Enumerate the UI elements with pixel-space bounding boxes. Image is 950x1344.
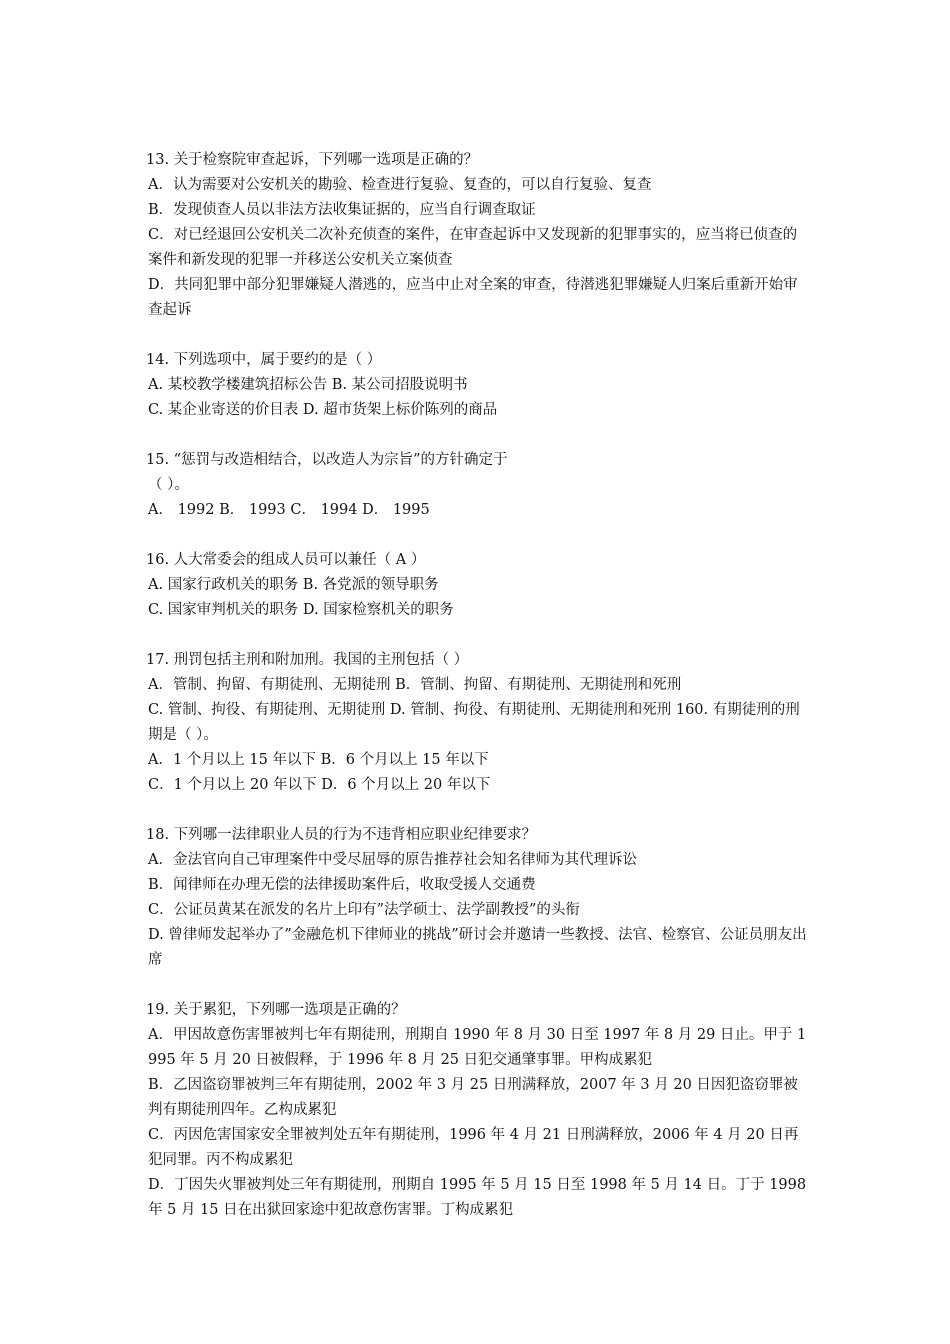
document-page — [146, 148, 810, 1248]
question-19 — [146, 998, 810, 1223]
question-stem: 16. 人大常委会的组成人员可以兼任（ A ） — [146, 552, 426, 568]
options-c-d-and-question-160: C. 管制、拘役、有期徒刑、无期徒刑 D. 管制、拘役、有期徒刑、无期徒刑和死刑 160. 有期徒刑的刑期是（ ）。 — [148, 702, 800, 743]
options-c-d: C. 国家审判机关的职务 D. 国家检察机关的职务 — [148, 602, 454, 618]
question-stem: 18. 下列哪一法律职业人员的行为不违背相应职业纪律要求？ — [146, 827, 537, 843]
option-b: B．乙因盗窃罪被判三年有期徒刑，2002 年 3 月 25 日刑满释放，2007 年 3 月 20 日因犯盗窃罪被判有期徒刑四年。乙构成累犯 — [148, 1077, 798, 1118]
options-a-b: A. 国家行政机关的职务 B. 各党派的领导职务 — [148, 577, 439, 593]
option-a: A．甲因故意伤害罪被判七年有期徒刑，刑期自 1990 年 8 月 30 日至 1997 年 8 月 29 日止。甲于 1995 年 5 月 20 日被假释，于 1996 年 8 月 25 日犯交通肇事罪。甲构成累犯 — [148, 1027, 807, 1068]
question-stem: 14. 下列选项中，属于要约的是（ ） — [146, 352, 382, 368]
question-stem: 17. 刑罚包括主刑和附加刑。我国的主刑包括（ ） — [146, 652, 469, 668]
question-18 — [146, 823, 810, 973]
question-13 — [146, 148, 810, 323]
question-stem: 19. 关于累犯，下列哪一选项是正确的？ — [146, 1002, 406, 1018]
question-17 — [146, 648, 810, 798]
options-c-d: C. 某企业寄送的价目表 D. 超市货架上标价陈列的商品 — [148, 402, 498, 418]
option-d: D. 曾律师发起举办了”金融危机下律师业的挑战”研讨会并邀请一些教授、法官、检察官、公证员朋友出席 — [148, 927, 807, 968]
options-c-d: C．1 个月以上 20 年以下 D．6 个月以上 20 年以下 — [148, 777, 491, 793]
option-c: C．公证员黄某在派发的名片上印有”法学硕士、法学副教授”的头衔 — [148, 902, 580, 918]
question-14 — [146, 348, 810, 423]
option-d: D．丁因失火罪被判处三年有期徒刑，刑期自 1995 年 5 月 15 日至 1998 年 5 月 14 日。丁于 1998 年 5 月 15 日在出狱回家途中犯故意伤害罪。丁构成累犯 — [148, 1177, 807, 1218]
question-stem: 15. “惩罚与改造相结合，以改造人为宗旨”的方针确定于 — [146, 452, 508, 468]
option-b: B．闻律师在办理无偿的法律援助案件后，收取受援人交通费 — [148, 877, 536, 893]
option-a: A．金法官向自己审理案件中受尽屈辱的原告推荐社会知名律师为其代理诉讼 — [148, 852, 637, 868]
question-stem: 13. 关于检察院审查起诉，下列哪一选项是正确的？ — [146, 152, 479, 168]
question-16 — [146, 548, 810, 623]
option-a: A．认为需要对公安机关的勘验、检查进行复验、复查的，可以自行复验、复查 — [148, 177, 652, 193]
option-b: B．发现侦查人员以非法方法收集证据的，应当自行调查取证 — [148, 202, 536, 218]
option-c: C．对已经退回公安机关二次补充侦查的案件，在审查起诉中又发现新的犯罪事实的，应当将已侦查的案件和新发现的犯罪一并移送公安机关立案侦查 — [148, 227, 798, 268]
options-a-b: A. 某校教学楼建筑招标公告 B. 某公司招股说明书 — [148, 377, 468, 393]
question-15 — [146, 448, 810, 523]
option-c: C．丙因危害国家安全罪被判处五年有期徒刑，1996 年 4 月 21 日刑满释放，2006 年 4 月 20 日再犯同罪。丙不构成累犯 — [148, 1127, 799, 1168]
question-stem-continued: （ ）。 — [148, 477, 189, 493]
options-a-b: A．1 个月以上 15 年以下 B．6 个月以上 15 年以下 — [148, 752, 489, 768]
options-a-d: A． 1992 B． 1993 C． 1994 D． 1995 — [148, 502, 430, 518]
option-d: D．共同犯罪中部分犯罪嫌疑人潜逃的，应当中止对全案的审查，待潜逃犯罪嫌疑人归案后重新开始审查起诉 — [148, 277, 798, 318]
options-a-b: A．管制、拘留、有期徒刑、无期徒刑 B．管制、拘留、有期徒刑、无期徒刑和死刑 — [148, 677, 682, 693]
